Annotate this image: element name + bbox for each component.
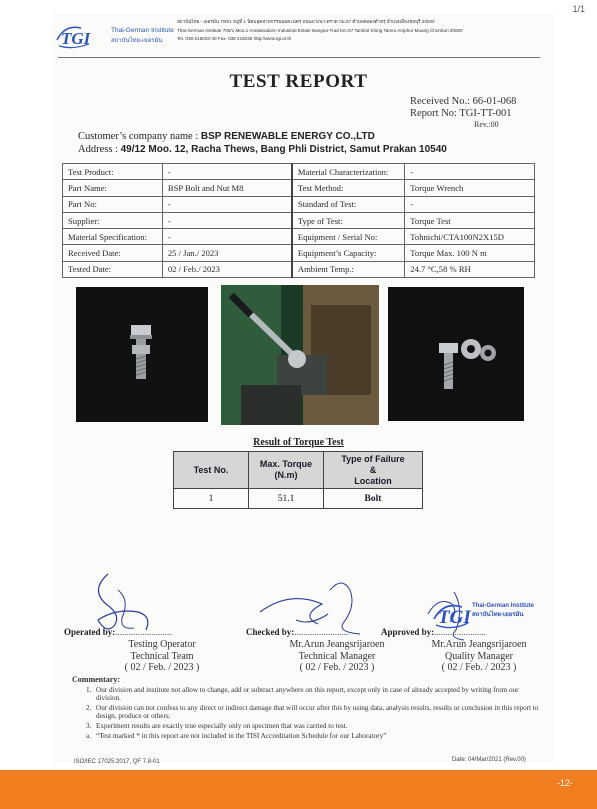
- approved-by-dots: .......................: [434, 627, 486, 637]
- commentary-item: [72, 686, 542, 703]
- commentary-item-number: 1.: [86, 685, 92, 694]
- signature-approver: [404, 639, 554, 674]
- commentary-item: [72, 704, 542, 721]
- institute-name-th: สถาบันไทย-เยอรมัน: [111, 38, 163, 44]
- result-header-line: Max. Torque: [259, 459, 313, 469]
- institute-address: [177, 18, 557, 44]
- commentary-item-text: “Test marked * in this report are not included in the TISI Accreditation Schedule for our Laboratory”: [96, 731, 387, 740]
- checker-name: Mr.Arun Jeangsrijaroen: [289, 639, 385, 650]
- commentary: [72, 676, 542, 741]
- operator-role: Testing Operator: [128, 639, 196, 650]
- info-label: Received Date:: [63, 245, 163, 261]
- commentary-item-number: a.: [86, 731, 91, 740]
- info-value-2: -: [405, 196, 535, 212]
- info-label: Part No:: [63, 196, 163, 212]
- signature-operator: [87, 639, 237, 674]
- address-line-en: Thai-German Institute 700/1 Moo.1 Amatanakorn Industrial Estate Bangna-Trad Km.57 Tambol Klong Tamru Amphur Muang Chonburi 20000: [177, 27, 463, 33]
- info-value: -: [162, 164, 292, 180]
- photo-torque-test: [221, 285, 379, 425]
- info-label: Material Specification:: [63, 229, 163, 245]
- info-row: [63, 180, 535, 196]
- stamp-text-th: สถาบันไทย-เยอรมัน: [472, 612, 524, 618]
- info-label-2: Standard of Test:: [292, 196, 405, 212]
- checked-by-label: [246, 627, 348, 637]
- info-label: Test Product:: [63, 164, 163, 180]
- approver-title: Quality Manager: [444, 650, 514, 662]
- stamp-text: [472, 602, 534, 620]
- footer-bar: [0, 770, 597, 809]
- commentary-item: [72, 732, 542, 741]
- received-no: Received No.: 66-01-068: [410, 96, 517, 107]
- approved-by-text: Approved by:: [381, 627, 435, 637]
- result-cell: 51.1: [249, 489, 324, 509]
- operator-date: ( 02 / Feb. / 2023 ): [124, 662, 200, 673]
- info-value: BSP Bolt and Nut M8: [162, 180, 292, 196]
- tgi-logo: [55, 22, 185, 52]
- info-row: [63, 196, 535, 212]
- info-label-2: Ambient Temp.:: [292, 261, 405, 277]
- customer-label: Customer’s company name :: [78, 131, 199, 142]
- operated-by-label: [64, 627, 172, 637]
- customer-block: [78, 130, 447, 156]
- result-header-line: Test No.: [193, 464, 229, 475]
- stamp-text-en: Thai-German Institute: [472, 603, 535, 609]
- result-header-line: Location: [354, 475, 392, 486]
- photo-bolt-nut: [76, 287, 208, 422]
- info-value-2: Torque Max. 100 N m: [405, 245, 535, 261]
- info-value-2: Tohnichi/CTA100N2X15D: [405, 229, 535, 245]
- result-header-line: Type of Failure: [341, 453, 405, 464]
- info-row: [63, 245, 535, 261]
- info-value: -: [162, 196, 292, 212]
- info-value-2: -: [405, 164, 535, 180]
- address-line-th: สถาบันไทย - เยอรมัน 700/1 หมู่ที่ 1 นิคมอุตสาหกรรมอมตะนคร ถนนบางนา-ตราด กม.57 ตำบลคลองตำหรุ อำเภอเมืองชลบุรี 20000: [177, 19, 435, 24]
- info-value: -: [162, 212, 292, 228]
- info-value: -: [162, 229, 292, 245]
- footer-form-code: ISO/IEC 17025:2017, QF 7.8-01: [74, 759, 160, 765]
- result-header: [249, 452, 324, 489]
- checked-by-text: Checked by:: [246, 627, 295, 637]
- institute-name: [111, 25, 174, 47]
- info-value-2: 24.7 °C,58 % RH: [405, 261, 535, 277]
- commentary-item-number: 2.: [86, 703, 92, 712]
- revision: Rev.:00: [474, 120, 499, 129]
- info-row: [63, 261, 535, 277]
- info-value: 25 / Jan./ 2023: [162, 245, 292, 261]
- operated-by-text: Operated by:: [64, 627, 116, 637]
- approved-by-label: [381, 627, 486, 637]
- info-row: [63, 164, 535, 180]
- svg-text:TGI: TGI: [61, 29, 91, 48]
- result-header-line: (N.m): [274, 470, 298, 480]
- page-number: -12-: [556, 778, 573, 788]
- info-label-2: Type of Test:: [292, 212, 405, 228]
- commentary-heading: Commentary:: [72, 675, 120, 684]
- address-label: Address :: [78, 144, 118, 155]
- approver-name: Mr.Arun Jeangsrijaroen: [431, 639, 527, 650]
- info-value: 02 / Feb./ 2023: [162, 261, 292, 277]
- signature-checker: [262, 639, 412, 674]
- result-header: [174, 452, 249, 489]
- footer-date: Date: 04/Mar/2021 (Rev.00): [452, 757, 526, 763]
- photo-failed-bolt: [388, 287, 524, 421]
- operator-team: Technical Team: [130, 650, 194, 662]
- institute-name-en: Thai-German Institute: [111, 27, 174, 34]
- customer-name: BSP RENEWABLE ENERGY CO.,LTD: [200, 131, 375, 142]
- result-cell: Bolt: [324, 489, 423, 509]
- info-label: Part Name:: [63, 180, 163, 196]
- checker-date: ( 02 / Feb. / 2023 ): [299, 662, 375, 673]
- report-title: TEST REPORT: [229, 71, 368, 92]
- info-label-2: Test Method:: [292, 180, 405, 196]
- info-value-2: Torque Test: [405, 212, 535, 228]
- page-counter: 1/1: [572, 4, 585, 14]
- report-references: [410, 96, 516, 129]
- address-line-contact: Tel. 038-215033-40 Fax. 038 215035 http://www.tgi.or.th: [177, 36, 292, 42]
- commentary-item-text: Our division and institute not allow to change, add or subtract anywhere on this report, except only in case of already accepted by writing from our division.: [96, 685, 519, 703]
- commentary-item: [72, 722, 542, 731]
- test-info-table: [62, 163, 535, 278]
- info-row: [63, 229, 535, 245]
- commentary-item-text: Our division can not confess to any direct or indirect damage that will occur after this by using data, analysis results, results or conclusion in this report to design, produce or others.: [96, 703, 539, 721]
- result-header: [324, 452, 423, 489]
- tgi-logo-mark-icon: [55, 22, 109, 50]
- info-label: Tested Date:: [63, 261, 163, 277]
- result-header-line: &: [369, 464, 377, 475]
- commentary-item-text: Experiment results are exactly true especially only on specimen that was carried to test.: [96, 721, 348, 730]
- info-label-2: Equipment / Serial No:: [292, 229, 405, 245]
- info-value-2: Torque Wrench: [405, 180, 535, 196]
- svg-text:TGI: TGI: [438, 607, 471, 628]
- info-label-2: Equipment’s Capacity:: [292, 245, 405, 261]
- checked-by-dots: ........................: [294, 627, 349, 637]
- result-cell: 1: [174, 489, 249, 509]
- customer-address: 49/12 Moo. 12, Racha Thews, Bang Phli District, Samut Prakan 10540: [120, 144, 447, 155]
- header-divider: [58, 57, 540, 58]
- checker-title: Technical Manager: [298, 650, 376, 662]
- report-no: Report No: TGI-TT-001: [410, 108, 512, 119]
- info-row: [63, 212, 535, 228]
- commentary-item-number: 3.: [86, 721, 92, 730]
- info-label: Supplier:: [63, 212, 163, 228]
- info-label-2: Material Characterization:: [292, 164, 405, 180]
- result-title: Result of Torque Test: [253, 437, 344, 448]
- approver-date: ( 02 / Feb. / 2023 ): [441, 662, 517, 673]
- operated-by-dots: .........................: [115, 627, 172, 637]
- torque-result-table: [173, 451, 423, 509]
- result-row: [174, 489, 423, 509]
